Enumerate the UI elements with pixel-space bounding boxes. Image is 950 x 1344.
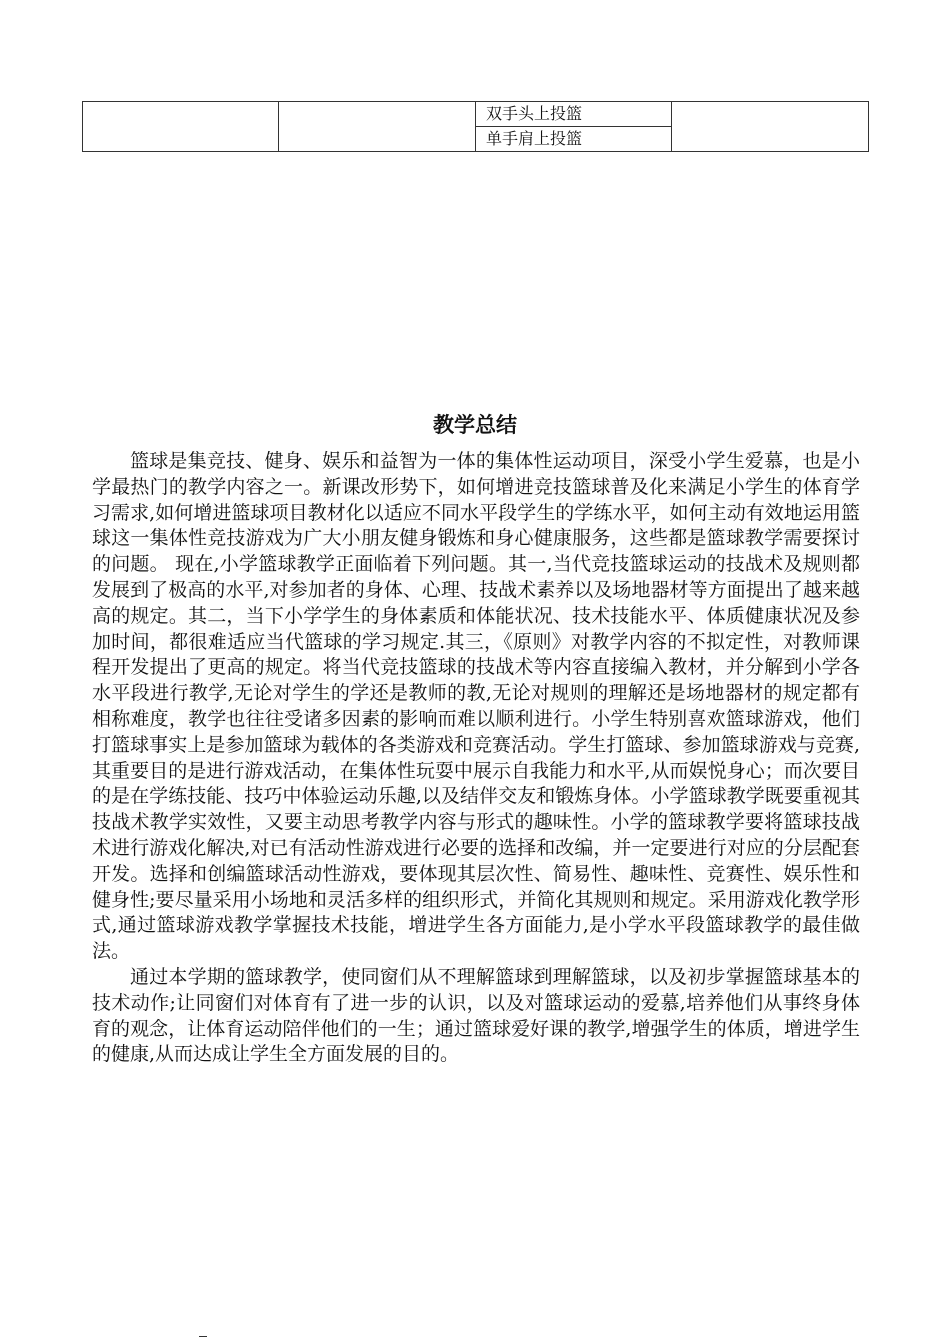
section-title: 教学总结	[433, 413, 517, 437]
table-cell	[83, 102, 279, 152]
table-cell	[279, 102, 476, 152]
summary-body	[92, 449, 860, 1068]
lesson-table	[82, 101, 869, 152]
table-cell	[672, 102, 869, 152]
footer-mark	[199, 1336, 207, 1337]
summary-paragraph: 篮球是集竞技、健身、娱乐和益智为一体的集体性运动项目，深受小学生爱慕，也是小学最热门的教学内容之一。新课改形势下，如何增进竞技篮球普及化来满足小学生的体育学习需求,如何增进篮球项目教材化以适应不同水平段学生的学练水平，如何主动有效地运用篮球这一集体性竞技游戏为广大小朋友健身锻炼和身心健康服务，这些都是篮球教学需要探讨的问题。 现在,小学篮球教学正面临着下列问题。其一,当代竞技篮球运动的技战术及规则都发展到了极高的水平,对参加者的身体、心理、技战术素养以及场地器材等方面提出了越来越高的规定。其二，当下小学学生的身体素质和体能状况、技术技能水平、体质健康状况及参加时间，都很难适应当代篮球的学习规定.其三，《原则》对教学内容的不拟定性，对教师课程开发提出了更高的规定。将当代竞技篮球的技战术等内容直接编入教材，并分解到小学各水平段进行教学,无论对学生的学还是教师的教,无论对规则的理解还是场地器材的规定都有相称难度，教学也往往受诸多因素的影响而难以顺利进行。小学生特别喜欢篮球游戏，他们打篮球事实上是参加篮球为载体的各类游戏和竞赛活动。学生打篮球、参加篮球游戏与竞赛,其重要目的是进行游戏活动，在集体性玩耍中展示自我能力和水平,从而娱悦身心；而次要目的是在学练技能、技巧中体验运动乐趣,以及结伴交友和锻炼身体。小学篮球教学既要重视其技战术教学实效性，又要主动思考教学内容与形式的趣味性。小学的篮球教学要将篮球技战术进行游戏化解决,对已有活动性游戏进行必要的选择和改编，并一定要进行对应的分层配套开发。选择和创编篮球活动性游戏，要体现其层次性、简易性、趣味性、竞赛性、娱乐性和健身性;要尽量采用小场地和灵活多样的组织形式，并简化其规则和规定。采用游戏化教学形式,通过篮球游戏教学掌握技术技能，增进学生各方面能力,是小学水平段篮球教学的最佳做法。	[92, 450, 860, 963]
table-cell: 双手头上投篮	[476, 102, 672, 127]
table-row	[83, 102, 869, 127]
summary-paragraph: 通过本学期的篮球教学，使同窗们从不理解篮球到理解篮球，以及初步掌握篮球基本的技术动作;让同窗们对体育有了进一步的认识，以及对篮球运动的爱慕,培养他们从事终身体育的观念，让体育运动陪伴他们的一生；通过篮球爱好课的教学,增强学生的体质，增进学生的健康,从而达成让学生全方面发展的目的。	[92, 965, 860, 1066]
table-cell: 单手肩上投篮	[476, 127, 672, 152]
